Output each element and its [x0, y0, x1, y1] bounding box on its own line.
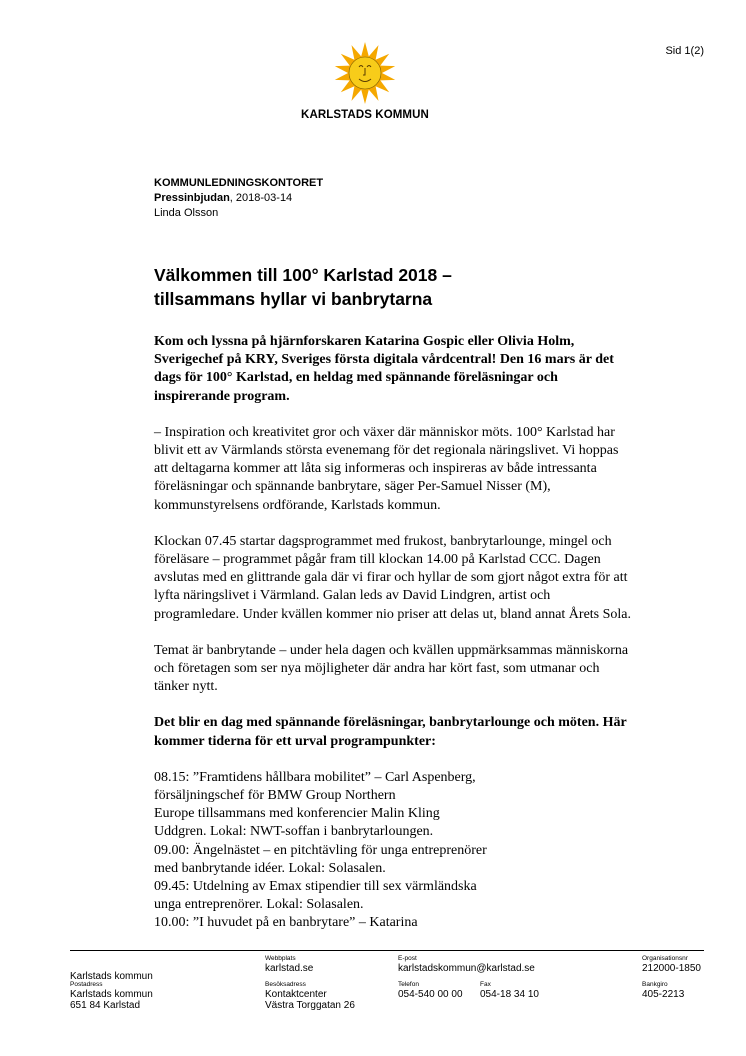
footer-fax-value: 054-18 34 10	[480, 989, 539, 1000]
sun-icon	[332, 40, 398, 106]
paragraph-program: Klockan 07.45 startar dagsprogrammet med frukost, banbrytarlounge, mingel och föreläsare – programmet pågår fram till klockan 14.00 på Karlstad CCC. Dagen avslutas med en glittrande gala där vi firar och hyllar de som gjort något extra för att lyfta näringslivet i Värmland. Galan leds av David Lindgren, artist och programledare. Under kvällen kommer nio priser att delas ut, bland annat Årets Sola.	[154, 533, 632, 622]
footer-fax-label: Fax	[480, 981, 491, 988]
footer-visit-label: Besöksadress	[265, 981, 306, 988]
footer-website-value: karlstad.se	[265, 963, 314, 974]
schedule-line: 10.00: ”I huvudet på en banbrytare” – Katarina	[154, 915, 418, 931]
paragraph-theme: Temat är banbrytande – under hela dagen och kvällen uppmärksammas människorna och företagen som ser nya möjligheter där andra har kört fast, som utmanar och tänker nytt.	[154, 642, 629, 695]
footer-website-label: Webbplats	[265, 955, 296, 962]
article-body	[154, 333, 634, 933]
program-schedule	[154, 769, 634, 933]
headline-line-2: tillsammans hyllar vi banbrytarna	[154, 289, 433, 309]
footer-phone-label: Telefon	[398, 981, 419, 988]
program-subheading: Det blir en dag med spännande föreläsningar, banbrytarlounge och möten. Här kommer tiderna för ett urval programpunkter:	[154, 715, 627, 749]
footer-email-label: E-post	[398, 955, 417, 962]
footer-bankgiro-label: Bankgiro	[642, 981, 668, 988]
document-type: Pressinbjudan	[154, 192, 230, 204]
footer-bankgiro	[642, 981, 684, 1000]
schedule-line: unga entreprenörer. Lokal: Solasalen.	[154, 897, 364, 913]
page-number: Sid 1(2)	[665, 45, 704, 57]
schedule-line: med banbrytande idéer. Lokal: Solasalen.	[154, 860, 386, 876]
paragraph-quote: – Inspiration och kreativitet gror och växer där människor möts. 100° Karlstad har blivit ett av Värmlands största evenemang för det regionala näringslivet. Vi hoppas att deltagarna kommer att låta sig informeras och inspireras av både intressanta föreläsningar och spännande banbrytare, säger Per-Samuel Nisser (M), kommunstyrelsens ordförande, Karlstads kommun.	[154, 424, 619, 513]
schedule-line: Europe tillsammans med konferencier Malin Kling	[154, 806, 440, 822]
schedule-line: försäljningschef för BMW Group Northern	[154, 788, 396, 804]
footer-org-name	[70, 963, 153, 982]
footer-postal-address	[70, 981, 153, 1011]
footer-postal-label: Postadress	[70, 981, 103, 988]
footer-orgnr-label: Organisationsnr	[642, 955, 688, 962]
author: Linda Olsson	[154, 207, 219, 219]
footer-email-value: karlstadskommun@karlstad.se	[398, 963, 535, 974]
footer-visit-line-1: Kontaktcenter	[265, 989, 327, 1000]
department: KOMMUNLEDNINGSKONTORET	[154, 177, 324, 189]
footer-postal-line-1: Karlstads kommun	[70, 989, 153, 1000]
document-date: , 2018-03-14	[229, 192, 293, 204]
schedule-line: 09.00: Ängelnästet – en pitchtävling för unga entreprenörer	[154, 842, 487, 858]
footer-visit-line-2: Västra Torggatan 26	[265, 1000, 355, 1011]
footer-visit-address	[265, 981, 355, 1011]
sender-block	[154, 176, 323, 221]
lead-paragraph: Kom och lyssna på hjärnforskaren Katarina Gospic eller Olivia Holm, Sverigechef på KRY, Sveriges första digitala vårdcentral! Den 16 mars är det dags för 100° Karlstad, en heldag med spännande föreläsningar och inspirerande program.	[154, 334, 614, 404]
footer-org-name-value: Karlstads kommun	[70, 971, 153, 982]
footer-postal-line-2: 651 84 Karlstad	[70, 1000, 141, 1011]
headline	[154, 263, 634, 311]
footer-orgnr-value: 212000-1850	[642, 963, 701, 974]
footer-bankgiro-value: 405-2213	[642, 989, 685, 1000]
footer-website	[265, 955, 313, 974]
schedule-line: 09.45: Utdelning av Emax stipendier till sex värmländska	[154, 879, 477, 895]
footer-phone	[398, 981, 463, 1000]
footer-email	[398, 955, 535, 974]
footer-phone-value: 054-540 00 00	[398, 989, 463, 1000]
footer-orgnr	[642, 955, 701, 974]
schedule-line: 08.15: ”Framtidens hållbara mobilitet” – Carl Aspenberg,	[154, 769, 476, 785]
headline-line-1: Välkommen till 100° Karlstad 2018 –	[154, 265, 452, 285]
document-type-line	[154, 191, 323, 206]
karlstad-logo	[290, 40, 440, 121]
footer-divider	[70, 950, 704, 951]
schedule-line: Uddgren. Lokal: NWT-soffan i banbrytarloungen.	[154, 824, 434, 840]
footer-fax	[480, 981, 539, 1000]
logo-text: KARLSTADS KOMMUN	[301, 109, 429, 121]
